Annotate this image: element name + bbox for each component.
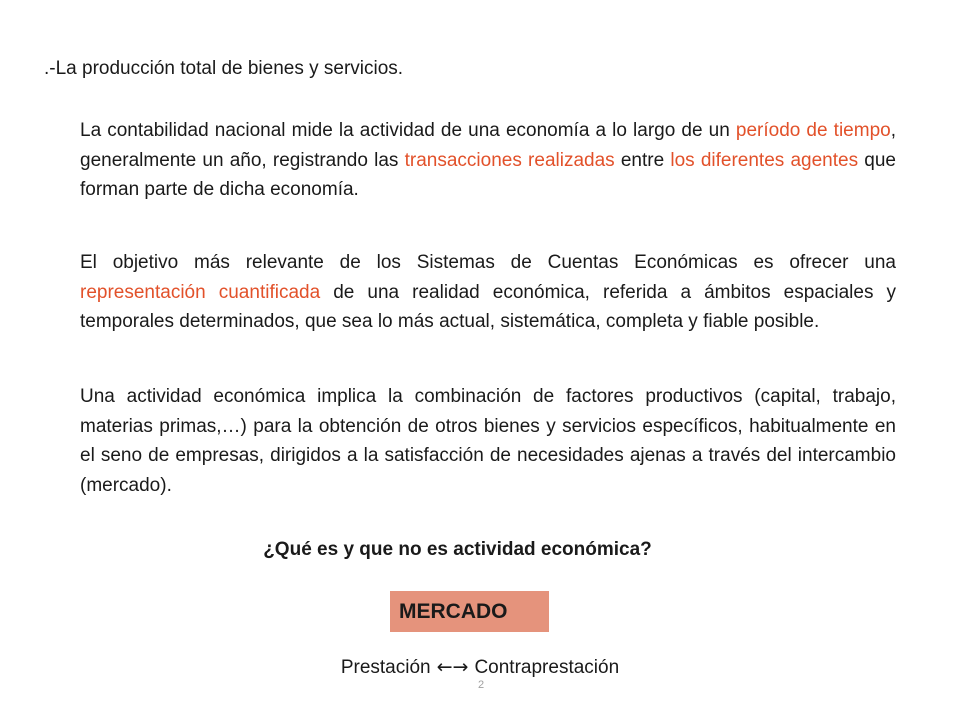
paragraph-objective (80, 248, 896, 337)
exchange-left-label: Prestación (340, 657, 431, 678)
paragraph1-text-3: entre (614, 149, 671, 171)
highlight-agents: los diferentes agentes (670, 149, 859, 171)
highlight-representation: representación cuantificada (80, 281, 321, 303)
paragraph-national-accounting (80, 116, 896, 205)
highlight-period: período de tiempo (735, 120, 891, 141)
mercado-box: MERCADO (390, 591, 549, 632)
paragraph1-text-4: que forman parte de dicha economía. (80, 149, 896, 200)
paragraph1-text-1: La contabilidad nacional mide la actividad de una economía a lo largo de un (80, 120, 736, 141)
paragraph1-text-2: , generalmente un año, registrando las (80, 120, 896, 171)
exchange-line (0, 656, 960, 679)
paragraph2-text-2: de una realidad económica, referida a ámbitos espaciales y temporales determinados, que sea lo más actual, sistemática, completa y fiable posible. (80, 281, 897, 332)
paragraph-economic-activity: Una actividad económica implica la combinación de factores productivos (capital, trabajo, materias primas,…) para la obtención de otros bienes y servicios específicos, habitualmente en el seno de empresas, dirigidos a la satisfacción de necesidades ajenas a través del intercambio (mercado). (80, 386, 896, 496)
bidirectional-arrow-icon: ←→ (436, 656, 469, 678)
exchange-right-label: Contraprestación (474, 657, 620, 678)
page-number: 2 (477, 679, 485, 691)
question-heading: ¿Qué es y que no es actividad económica? (263, 539, 652, 560)
paragraph2-text-1: El objetivo más relevante de los Sistemas de Cuentas Económicas es ofrecer una (80, 252, 896, 273)
highlight-transactions: transacciones realizadas (404, 149, 615, 171)
section-heading: .-La producción total de bienes y servicios. (44, 58, 404, 79)
